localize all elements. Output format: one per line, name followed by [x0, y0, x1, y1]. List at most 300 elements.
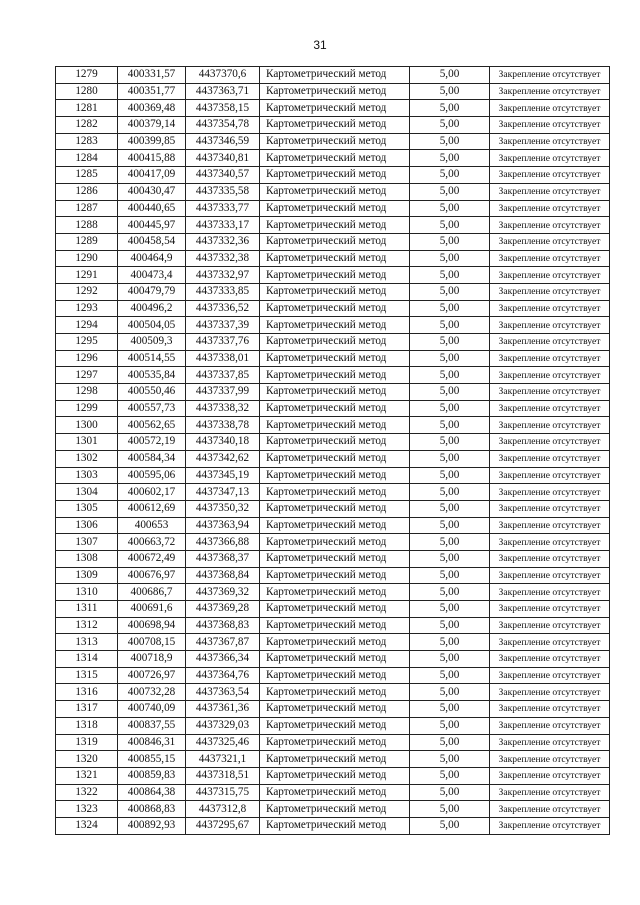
- method-cell: Картометрический метод: [260, 367, 410, 384]
- accuracy-cell: 5,00: [410, 751, 490, 768]
- accuracy-cell: 5,00: [410, 384, 490, 401]
- point-number-cell: 1301: [56, 434, 118, 451]
- x-coordinate-cell: 400595,06: [118, 467, 186, 484]
- method-cell: Картометрический метод: [260, 484, 410, 501]
- method-cell: Картометрический метод: [260, 751, 410, 768]
- accuracy-cell: 5,00: [410, 67, 490, 84]
- accuracy-cell: 5,00: [410, 317, 490, 334]
- fixation-cell: Закрепление отсутствует: [490, 334, 610, 351]
- x-coordinate-cell: 400864,38: [118, 784, 186, 801]
- fixation-cell: Закрепление отсутствует: [490, 384, 610, 401]
- point-number-cell: 1308: [56, 550, 118, 567]
- y-coordinate-cell: 4437367,87: [186, 634, 260, 651]
- x-coordinate-cell: 400464,9: [118, 250, 186, 267]
- y-coordinate-cell: 4437337,39: [186, 317, 260, 334]
- accuracy-cell: 5,00: [410, 534, 490, 551]
- point-number-cell: 1304: [56, 484, 118, 501]
- accuracy-cell: 5,00: [410, 450, 490, 467]
- table-row: [56, 250, 610, 267]
- table-row: [56, 400, 610, 417]
- point-number-cell: 1293: [56, 300, 118, 317]
- x-coordinate-cell: 400868,83: [118, 801, 186, 818]
- y-coordinate-cell: 4437366,88: [186, 534, 260, 551]
- method-cell: Картометрический метод: [260, 317, 410, 334]
- method-cell: Картометрический метод: [260, 283, 410, 300]
- point-number-cell: 1285: [56, 167, 118, 184]
- point-number-cell: 1309: [56, 567, 118, 584]
- x-coordinate-cell: 400653: [118, 517, 186, 534]
- fixation-cell: Закрепление отсутствует: [490, 584, 610, 601]
- point-number-cell: 1287: [56, 200, 118, 217]
- method-cell: Картометрический метод: [260, 400, 410, 417]
- method-cell: Картометрический метод: [260, 734, 410, 751]
- y-coordinate-cell: 4437312,8: [186, 801, 260, 818]
- fixation-cell: Закрепление отсутствует: [490, 701, 610, 718]
- accuracy-cell: 5,00: [410, 217, 490, 234]
- table-row: [56, 467, 610, 484]
- table-row: [56, 217, 610, 234]
- method-cell: Картометрический метод: [260, 701, 410, 718]
- x-coordinate-cell: 400458,54: [118, 233, 186, 250]
- point-number-cell: 1291: [56, 267, 118, 284]
- method-cell: Картометрический метод: [260, 550, 410, 567]
- y-coordinate-cell: 4437337,85: [186, 367, 260, 384]
- y-coordinate-cell: 4437369,32: [186, 584, 260, 601]
- fixation-cell: Закрепление отсутствует: [490, 784, 610, 801]
- fixation-cell: Закрепление отсутствует: [490, 267, 610, 284]
- method-cell: Картометрический метод: [260, 250, 410, 267]
- accuracy-cell: 5,00: [410, 133, 490, 150]
- fixation-cell: Закрепление отсутствует: [490, 133, 610, 150]
- accuracy-cell: 5,00: [410, 517, 490, 534]
- x-coordinate-cell: 400572,19: [118, 434, 186, 451]
- table-row: [56, 767, 610, 784]
- y-coordinate-cell: 4437361,36: [186, 701, 260, 718]
- y-coordinate-cell: 4437363,71: [186, 83, 260, 100]
- point-number-cell: 1292: [56, 283, 118, 300]
- x-coordinate-cell: 400732,28: [118, 684, 186, 701]
- accuracy-cell: 5,00: [410, 400, 490, 417]
- table-row: [56, 434, 610, 451]
- x-coordinate-cell: 400557,73: [118, 400, 186, 417]
- accuracy-cell: 5,00: [410, 701, 490, 718]
- fixation-cell: Закрепление отсутствует: [490, 67, 610, 84]
- x-coordinate-cell: 400612,69: [118, 500, 186, 517]
- accuracy-cell: 5,00: [410, 651, 490, 668]
- method-cell: Картометрический метод: [260, 767, 410, 784]
- point-number-cell: 1284: [56, 150, 118, 167]
- y-coordinate-cell: 4437333,85: [186, 283, 260, 300]
- fixation-cell: Закрепление отсутствует: [490, 350, 610, 367]
- table-row: [56, 200, 610, 217]
- point-number-cell: 1306: [56, 517, 118, 534]
- page-number: 31: [313, 38, 327, 52]
- table-row: [56, 517, 610, 534]
- accuracy-cell: 5,00: [410, 684, 490, 701]
- table-row: [56, 367, 610, 384]
- y-coordinate-cell: 4437318,51: [186, 767, 260, 784]
- table-row: [56, 634, 610, 651]
- accuracy-cell: 5,00: [410, 100, 490, 117]
- point-number-cell: 1299: [56, 400, 118, 417]
- method-cell: Картометрический метод: [260, 450, 410, 467]
- y-coordinate-cell: 4437350,32: [186, 500, 260, 517]
- x-coordinate-cell: 400846,31: [118, 734, 186, 751]
- fixation-cell: Закрепление отсутствует: [490, 751, 610, 768]
- table-row: [56, 350, 610, 367]
- table-row: [56, 684, 610, 701]
- point-number-cell: 1321: [56, 767, 118, 784]
- fixation-cell: Закрепление отсутствует: [490, 250, 610, 267]
- method-cell: Картометрический метод: [260, 784, 410, 801]
- method-cell: Картометрический метод: [260, 133, 410, 150]
- y-coordinate-cell: 4437321,1: [186, 751, 260, 768]
- accuracy-cell: 5,00: [410, 434, 490, 451]
- accuracy-cell: 5,00: [410, 817, 490, 834]
- method-cell: Картометрический метод: [260, 684, 410, 701]
- x-coordinate-cell: 400602,17: [118, 484, 186, 501]
- x-coordinate-cell: 400708,15: [118, 634, 186, 651]
- x-coordinate-cell: 400562,65: [118, 417, 186, 434]
- table-row: [56, 617, 610, 634]
- point-number-cell: 1322: [56, 784, 118, 801]
- accuracy-cell: 5,00: [410, 300, 490, 317]
- point-number-cell: 1323: [56, 801, 118, 818]
- method-cell: Картометрический метод: [260, 634, 410, 651]
- accuracy-cell: 5,00: [410, 500, 490, 517]
- method-cell: Картометрический метод: [260, 350, 410, 367]
- y-coordinate-cell: 4437368,83: [186, 617, 260, 634]
- y-coordinate-cell: 4437333,77: [186, 200, 260, 217]
- point-number-cell: 1315: [56, 667, 118, 684]
- accuracy-cell: 5,00: [410, 267, 490, 284]
- x-coordinate-cell: 400351,77: [118, 83, 186, 100]
- x-coordinate-cell: 400663,72: [118, 534, 186, 551]
- accuracy-cell: 5,00: [410, 117, 490, 134]
- point-number-cell: 1302: [56, 450, 118, 467]
- table-row: [56, 117, 610, 134]
- method-cell: Картометрический метод: [260, 651, 410, 668]
- table-row: [56, 133, 610, 150]
- accuracy-cell: 5,00: [410, 601, 490, 618]
- method-cell: Картометрический метод: [260, 217, 410, 234]
- fixation-cell: Закрепление отсутствует: [490, 567, 610, 584]
- method-cell: Картометрический метод: [260, 534, 410, 551]
- table-row: [56, 300, 610, 317]
- point-number-cell: 1310: [56, 584, 118, 601]
- x-coordinate-cell: 400479,79: [118, 283, 186, 300]
- x-coordinate-cell: 400369,48: [118, 100, 186, 117]
- accuracy-cell: 5,00: [410, 167, 490, 184]
- point-number-cell: 1300: [56, 417, 118, 434]
- table-row: [56, 784, 610, 801]
- x-coordinate-cell: 400473,4: [118, 267, 186, 284]
- x-coordinate-cell: 400686,7: [118, 584, 186, 601]
- fixation-cell: Закрепление отсутствует: [490, 200, 610, 217]
- table-row: [56, 417, 610, 434]
- point-number-cell: 1296: [56, 350, 118, 367]
- table-row: [56, 67, 610, 84]
- table-row: [56, 817, 610, 834]
- x-coordinate-cell: 400417,09: [118, 167, 186, 184]
- x-coordinate-cell: 400892,93: [118, 817, 186, 834]
- x-coordinate-cell: 400855,15: [118, 751, 186, 768]
- method-cell: Картометрический метод: [260, 167, 410, 184]
- method-cell: Картометрический метод: [260, 183, 410, 200]
- method-cell: Картометрический метод: [260, 233, 410, 250]
- table-row: [56, 601, 610, 618]
- y-coordinate-cell: 4437340,18: [186, 434, 260, 451]
- accuracy-cell: 5,00: [410, 467, 490, 484]
- accuracy-cell: 5,00: [410, 150, 490, 167]
- fixation-cell: Закрепление отсутствует: [490, 684, 610, 701]
- fixation-cell: Закрепление отсутствует: [490, 367, 610, 384]
- method-cell: Картометрический метод: [260, 467, 410, 484]
- accuracy-cell: 5,00: [410, 584, 490, 601]
- table-row: [56, 233, 610, 250]
- x-coordinate-cell: 400514,55: [118, 350, 186, 367]
- fixation-cell: Закрепление отсутствует: [490, 534, 610, 551]
- method-cell: Картометрический метод: [260, 617, 410, 634]
- x-coordinate-cell: 400509,3: [118, 334, 186, 351]
- x-coordinate-cell: 400672,49: [118, 550, 186, 567]
- x-coordinate-cell: 400496,2: [118, 300, 186, 317]
- method-cell: Картометрический метод: [260, 83, 410, 100]
- accuracy-cell: 5,00: [410, 734, 490, 751]
- table-row: [56, 667, 610, 684]
- fixation-cell: Закрепление отсутствует: [490, 300, 610, 317]
- accuracy-cell: 5,00: [410, 183, 490, 200]
- x-coordinate-cell: 400440,65: [118, 200, 186, 217]
- fixation-cell: Закрепление отсутствует: [490, 817, 610, 834]
- accuracy-cell: 5,00: [410, 784, 490, 801]
- y-coordinate-cell: 4437358,15: [186, 100, 260, 117]
- point-number-cell: 1297: [56, 367, 118, 384]
- y-coordinate-cell: 4437295,67: [186, 817, 260, 834]
- x-coordinate-cell: 400726,97: [118, 667, 186, 684]
- y-coordinate-cell: 4437345,19: [186, 467, 260, 484]
- table-row: [56, 484, 610, 501]
- point-number-cell: 1312: [56, 617, 118, 634]
- fixation-cell: Закрепление отсутствует: [490, 651, 610, 668]
- fixation-cell: Закрепление отсутствует: [490, 167, 610, 184]
- point-number-cell: 1316: [56, 684, 118, 701]
- y-coordinate-cell: 4437363,94: [186, 517, 260, 534]
- method-cell: Картометрический метод: [260, 200, 410, 217]
- fixation-cell: Закрепление отсутствует: [490, 601, 610, 618]
- x-coordinate-cell: 400550,46: [118, 384, 186, 401]
- method-cell: Картометрический метод: [260, 267, 410, 284]
- y-coordinate-cell: 4437347,13: [186, 484, 260, 501]
- fixation-cell: Закрепление отсутствует: [490, 150, 610, 167]
- x-coordinate-cell: 400535,84: [118, 367, 186, 384]
- point-number-cell: 1282: [56, 117, 118, 134]
- y-coordinate-cell: 4437369,28: [186, 601, 260, 618]
- method-cell: Картометрический метод: [260, 601, 410, 618]
- y-coordinate-cell: 4437363,54: [186, 684, 260, 701]
- point-number-cell: 1320: [56, 751, 118, 768]
- point-number-cell: 1319: [56, 734, 118, 751]
- method-cell: Картометрический метод: [260, 500, 410, 517]
- fixation-cell: Закрепление отсутствует: [490, 317, 610, 334]
- x-coordinate-cell: 400504,05: [118, 317, 186, 334]
- fixation-cell: Закрепление отсутствует: [490, 617, 610, 634]
- fixation-cell: Закрепление отсутствует: [490, 217, 610, 234]
- fixation-cell: Закрепление отсутствует: [490, 634, 610, 651]
- method-cell: Картометрический метод: [260, 384, 410, 401]
- y-coordinate-cell: 4437368,84: [186, 567, 260, 584]
- table-row: [56, 183, 610, 200]
- y-coordinate-cell: 4437354,78: [186, 117, 260, 134]
- y-coordinate-cell: 4437332,38: [186, 250, 260, 267]
- accuracy-cell: 5,00: [410, 334, 490, 351]
- x-coordinate-cell: 400718,9: [118, 651, 186, 668]
- method-cell: Картометрический метод: [260, 67, 410, 84]
- accuracy-cell: 5,00: [410, 200, 490, 217]
- accuracy-cell: 5,00: [410, 233, 490, 250]
- fixation-cell: Закрепление отсутствует: [490, 550, 610, 567]
- accuracy-cell: 5,00: [410, 484, 490, 501]
- y-coordinate-cell: 4437338,78: [186, 417, 260, 434]
- method-cell: Картометрический метод: [260, 567, 410, 584]
- y-coordinate-cell: 4437337,76: [186, 334, 260, 351]
- point-number-cell: 1286: [56, 183, 118, 200]
- y-coordinate-cell: 4437336,52: [186, 300, 260, 317]
- accuracy-cell: 5,00: [410, 617, 490, 634]
- table-row: [56, 167, 610, 184]
- method-cell: Картометрический метод: [260, 100, 410, 117]
- fixation-cell: Закрепление отсутствует: [490, 484, 610, 501]
- fixation-cell: Закрепление отсутствует: [490, 717, 610, 734]
- point-number-cell: 1307: [56, 534, 118, 551]
- table-row: [56, 717, 610, 734]
- fixation-cell: Закрепление отсутствует: [490, 400, 610, 417]
- table-row: [56, 150, 610, 167]
- x-coordinate-cell: 400584,34: [118, 450, 186, 467]
- coordinates-table: [55, 66, 610, 835]
- point-number-cell: 1290: [56, 250, 118, 267]
- table-body: [56, 67, 610, 835]
- method-cell: Картометрический метод: [260, 334, 410, 351]
- y-coordinate-cell: 4437370,6: [186, 67, 260, 84]
- point-number-cell: 1324: [56, 817, 118, 834]
- y-coordinate-cell: 4437340,81: [186, 150, 260, 167]
- fixation-cell: Закрепление отсутствует: [490, 83, 610, 100]
- fixation-cell: Закрепление отсутствует: [490, 233, 610, 250]
- y-coordinate-cell: 4437337,99: [186, 384, 260, 401]
- y-coordinate-cell: 4437338,01: [186, 350, 260, 367]
- point-number-cell: 1294: [56, 317, 118, 334]
- method-cell: Картометрический метод: [260, 817, 410, 834]
- table-row: [56, 534, 610, 551]
- table-row: [56, 701, 610, 718]
- accuracy-cell: 5,00: [410, 550, 490, 567]
- method-cell: Картометрический метод: [260, 417, 410, 434]
- method-cell: Картометрический метод: [260, 517, 410, 534]
- fixation-cell: Закрепление отсутствует: [490, 801, 610, 818]
- method-cell: Картометрический метод: [260, 801, 410, 818]
- y-coordinate-cell: 4437366,34: [186, 651, 260, 668]
- y-coordinate-cell: 4437338,32: [186, 400, 260, 417]
- point-number-cell: 1295: [56, 334, 118, 351]
- fixation-cell: Закрепление отсутствует: [490, 734, 610, 751]
- point-number-cell: 1283: [56, 133, 118, 150]
- y-coordinate-cell: 4437342,62: [186, 450, 260, 467]
- x-coordinate-cell: 400837,55: [118, 717, 186, 734]
- x-coordinate-cell: 400676,97: [118, 567, 186, 584]
- fixation-cell: Закрепление отсутствует: [490, 100, 610, 117]
- point-number-cell: 1289: [56, 233, 118, 250]
- table-row: [56, 283, 610, 300]
- fixation-cell: Закрепление отсутствует: [490, 667, 610, 684]
- fixation-cell: Закрепление отсутствует: [490, 517, 610, 534]
- accuracy-cell: 5,00: [410, 417, 490, 434]
- x-coordinate-cell: 400445,97: [118, 217, 186, 234]
- x-coordinate-cell: 400740,09: [118, 701, 186, 718]
- x-coordinate-cell: 400859,83: [118, 767, 186, 784]
- point-number-cell: 1280: [56, 83, 118, 100]
- method-cell: Картометрический метод: [260, 667, 410, 684]
- y-coordinate-cell: 4437325,46: [186, 734, 260, 751]
- x-coordinate-cell: 400415,88: [118, 150, 186, 167]
- y-coordinate-cell: 4437368,37: [186, 550, 260, 567]
- table-row: [56, 267, 610, 284]
- table-row: [56, 83, 610, 100]
- fixation-cell: Закрепление отсутствует: [490, 450, 610, 467]
- y-coordinate-cell: 4437332,97: [186, 267, 260, 284]
- accuracy-cell: 5,00: [410, 367, 490, 384]
- table-row: [56, 500, 610, 517]
- table-row: [56, 100, 610, 117]
- point-number-cell: 1303: [56, 467, 118, 484]
- accuracy-cell: 5,00: [410, 717, 490, 734]
- accuracy-cell: 5,00: [410, 250, 490, 267]
- y-coordinate-cell: 4437329,03: [186, 717, 260, 734]
- x-coordinate-cell: 400379,14: [118, 117, 186, 134]
- fixation-cell: Закрепление отсутствует: [490, 283, 610, 300]
- table-row: [56, 651, 610, 668]
- x-coordinate-cell: 400691,6: [118, 601, 186, 618]
- point-number-cell: 1288: [56, 217, 118, 234]
- method-cell: Картометрический метод: [260, 717, 410, 734]
- method-cell: Картометрический метод: [260, 584, 410, 601]
- fixation-cell: Закрепление отсутствует: [490, 434, 610, 451]
- table-row: [56, 450, 610, 467]
- point-number-cell: 1314: [56, 651, 118, 668]
- accuracy-cell: 5,00: [410, 350, 490, 367]
- x-coordinate-cell: 400399,85: [118, 133, 186, 150]
- y-coordinate-cell: 4437315,75: [186, 784, 260, 801]
- fixation-cell: Закрепление отсутствует: [490, 767, 610, 784]
- accuracy-cell: 5,00: [410, 667, 490, 684]
- fixation-cell: Закрепление отсутствует: [490, 117, 610, 134]
- table-row: [56, 384, 610, 401]
- method-cell: Картометрический метод: [260, 434, 410, 451]
- table-row: [56, 550, 610, 567]
- table-row: [56, 801, 610, 818]
- fixation-cell: Закрепление отсутствует: [490, 417, 610, 434]
- method-cell: Картометрический метод: [260, 300, 410, 317]
- x-coordinate-cell: 400698,94: [118, 617, 186, 634]
- fixation-cell: Закрепление отсутствует: [490, 183, 610, 200]
- accuracy-cell: 5,00: [410, 283, 490, 300]
- point-number-cell: 1281: [56, 100, 118, 117]
- point-number-cell: 1311: [56, 601, 118, 618]
- point-number-cell: 1305: [56, 500, 118, 517]
- fixation-cell: Закрепление отсутствует: [490, 467, 610, 484]
- accuracy-cell: 5,00: [410, 801, 490, 818]
- table-row: [56, 734, 610, 751]
